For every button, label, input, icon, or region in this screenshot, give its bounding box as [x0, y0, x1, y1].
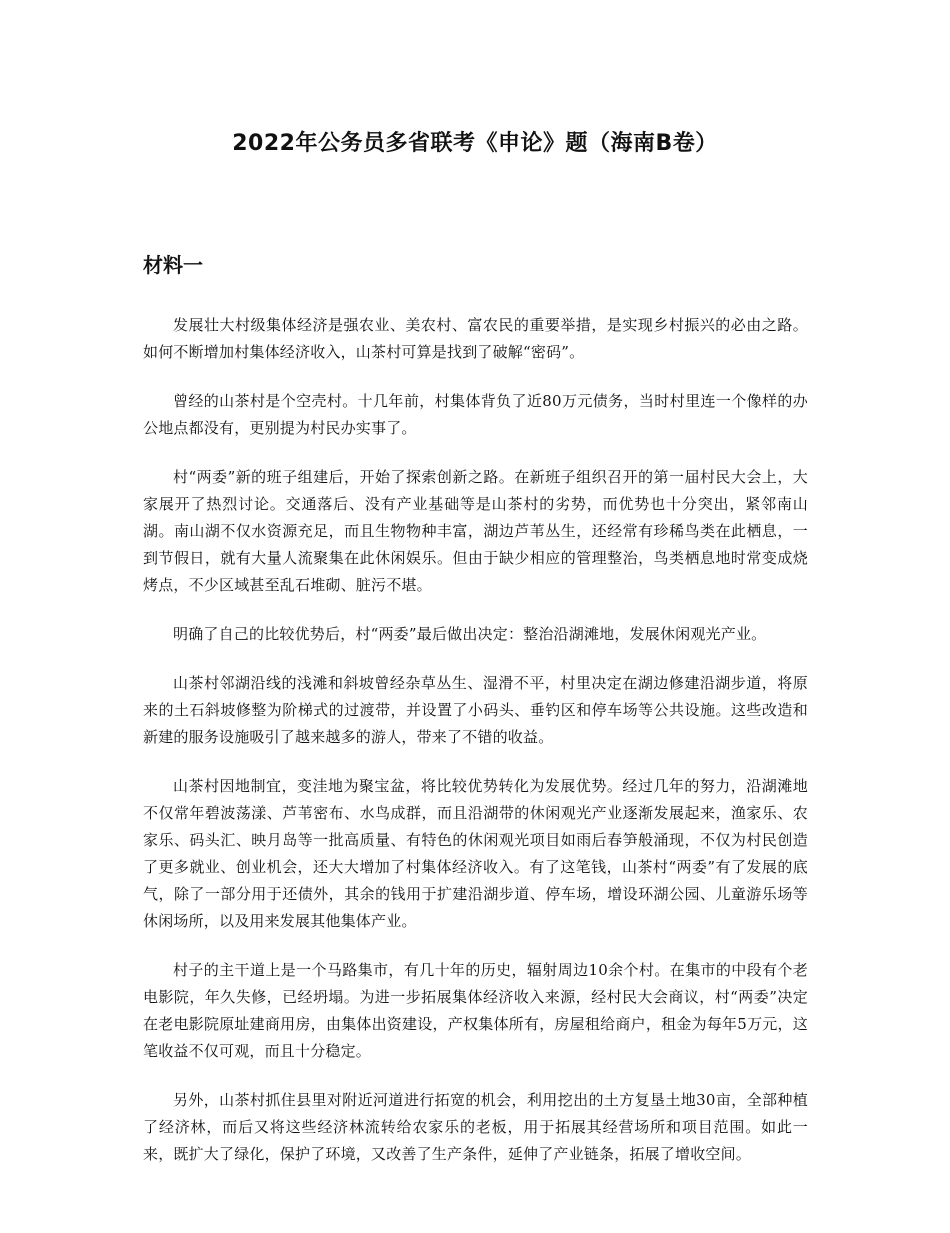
material-body	[143, 312, 808, 1190]
paragraph-5: 山茶村邻湖沿线的浅滩和斜坡曾经杂草丛生、湿滑不平，村里决定在湖边修建沿湖步道，将原来的土石斜坡修整为阶梯式的过渡带，并设置了小码头、垂钓区和停车场等公共设施。这些改造和新建的服务设施吸引了越来越多的游人，带来了不错的收益。	[143, 674, 808, 746]
section-heading: 材料一	[143, 253, 203, 277]
paragraph-3: 村“两委”新的班子组建后，开始了探索创新之路。在新班子组织召开的第一届村民大会上，大家展开了热烈讨论。交通落后、没有产业基础等是山茶村的劣势，而优势也十分突出，紧邻南山湖。南山湖不仅水资源充足，而且生物物种丰富，湖边芦苇丛生，还经常有珍稀鸟类在此栖息，一到节假日，就有大量人流聚集在此休闲娱乐。但由于缺少相应的管理整治，鸟类栖息地时常变成烧烤点，不少区域甚至乱石堆砌、脏污不堪。	[143, 468, 808, 594]
paragraph-6: 山茶村因地制宜，变洼地为聚宝盆，将比较优势转化为发展优势。经过几年的努力，沿湖滩地不仅常年碧波荡漾、芦苇密布、水鸟成群，而且沿湖带的休闲观光产业逐渐发展起来，渔家乐、农家乐、码头汇、映月岛等一批高质量、有特色的休闲观光项目如雨后春笋般涌现，不仅为村民创造了更多就业、创业机会，还大大增加了村集体经济收入。有了这笔钱，山茶村“两委”有了发展的底气，除了一部分用于还债外，其余的钱用于扩建沿湖步道、停车场，增设环湖公园、儿童游乐场等休闲场所，以及用来发展其他集体产业。	[143, 777, 808, 930]
paragraph-7: 村子的主干道上是一个马路集市，有几十年的历史，辐射周边10余个村。在集市的中段有个老电影院，年久失修，已经坍塌。为进一步拓展集体经济收入来源，经村民大会商议，村“两委”决定在老电影院原址建商用房，由集体出资建设，产权集体所有，房屋租给商户，租金为每年5万元，这笔收益不仅可观，而且十分稳定。	[143, 961, 808, 1060]
paragraph-4: 明确了自己的比较优势后，村“两委”最后做出决定：整治沿湖滩地，发展休闲观光产业。	[173, 625, 767, 643]
document-title: 2022年公务员多省联考《申论》题（海南B卷）	[232, 131, 718, 156]
paragraph-8: 另外，山茶村抓住县里对附近河道进行拓宽的机会，利用挖出的土方复垦土地30亩，全部种植了经济林，而后又将这些经济林流转给农家乐的老板，用于拓展其经营场所和项目范围。如此一来，既扩大了绿化，保护了环境，又改善了生产条件，延伸了产业链条，拓展了增收空间。	[143, 1091, 808, 1163]
paragraph-2: 曾经的山茶村是个空壳村。十几年前，村集体背负了近80万元债务，当时村里连一个像样的办公地点都没有，更别提为村民办实事了。	[143, 392, 808, 437]
paragraph-1: 发展壮大村级集体经济是强农业、美农村、富农民的重要举措，是实现乡村振兴的必由之路。如何不断增加村集体经济收入，山茶村可算是找到了破解“密码”。	[143, 316, 808, 361]
